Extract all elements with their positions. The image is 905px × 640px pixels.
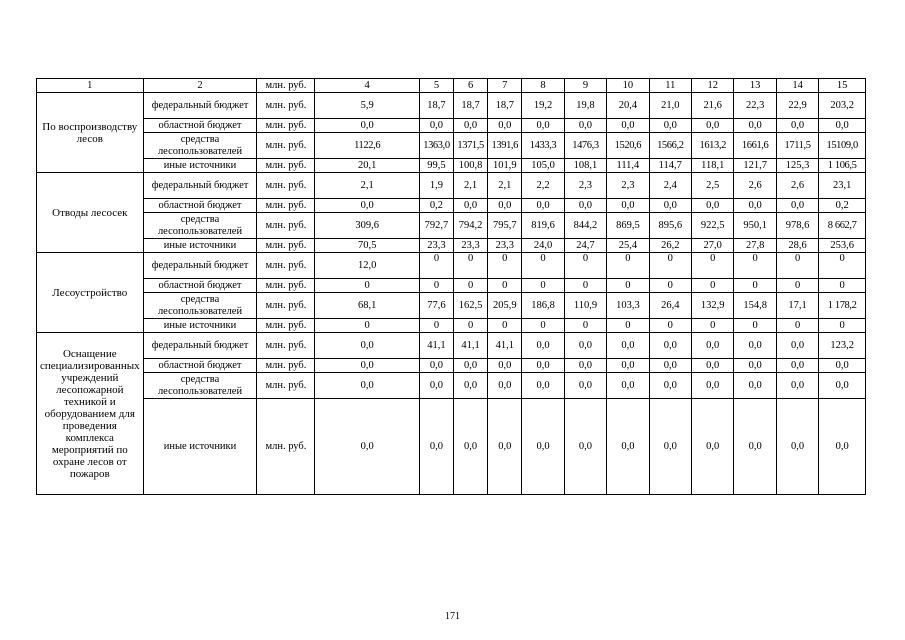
value-cell: 0 xyxy=(488,319,522,333)
source-cell: средства лесопользователей xyxy=(143,373,257,399)
value-cell: 0,0 xyxy=(692,359,734,373)
value-cell: 0 xyxy=(522,253,564,279)
unit-cell: млн. руб. xyxy=(257,359,315,373)
value-cell: 1476,3 xyxy=(564,133,606,159)
value-cell: 111,4 xyxy=(607,159,649,173)
source-cell: областной бюджет xyxy=(143,119,257,133)
header-cell: 7 xyxy=(488,79,522,93)
value-cell: 0,0 xyxy=(819,119,866,133)
value-cell: 0 xyxy=(819,279,866,293)
value-cell: 253,6 xyxy=(819,239,866,253)
value-cell: 0,0 xyxy=(454,399,488,495)
value-cell: 105,0 xyxy=(522,159,564,173)
value-cell: 0,0 xyxy=(819,359,866,373)
value-cell: 0,0 xyxy=(564,399,606,495)
unit-cell: млн. руб. xyxy=(257,319,315,333)
value-cell: 0,2 xyxy=(419,199,453,213)
value-cell: 0,0 xyxy=(522,373,564,399)
value-cell: 1 106,5 xyxy=(819,159,866,173)
value-cell: 978,6 xyxy=(776,213,818,239)
source-cell: федеральный бюджет xyxy=(143,173,257,199)
table-row xyxy=(37,359,866,373)
value-cell: 20,4 xyxy=(607,93,649,119)
value-cell: 5,9 xyxy=(315,93,420,119)
value-cell: 26,4 xyxy=(649,293,691,319)
value-cell: 1433,3 xyxy=(522,133,564,159)
value-cell: 12,0 xyxy=(315,253,420,279)
value-cell: 2,1 xyxy=(315,173,420,199)
value-cell: 0,0 xyxy=(819,373,866,399)
table-row xyxy=(37,373,866,399)
value-cell: 1,9 xyxy=(419,173,453,199)
table-row xyxy=(37,399,866,495)
value-cell: 0 xyxy=(776,319,818,333)
value-cell: 0,0 xyxy=(649,373,691,399)
value-cell: 100,8 xyxy=(454,159,488,173)
value-cell: 0,0 xyxy=(692,373,734,399)
table-row xyxy=(37,253,866,279)
value-cell: 0,0 xyxy=(522,333,564,359)
category-cell: Лесоустройство xyxy=(37,253,144,333)
table-row xyxy=(37,133,866,159)
value-cell: 0 xyxy=(649,319,691,333)
source-cell: иные источники xyxy=(143,319,257,333)
value-cell: 2,1 xyxy=(454,173,488,199)
value-cell: 0,0 xyxy=(734,359,776,373)
value-cell: 77,6 xyxy=(419,293,453,319)
value-cell: 0 xyxy=(488,253,522,279)
value-cell: 99,5 xyxy=(419,159,453,173)
value-cell: 794,2 xyxy=(454,213,488,239)
value-cell: 0,0 xyxy=(454,359,488,373)
header-row xyxy=(37,79,866,93)
value-cell: 0,0 xyxy=(692,199,734,213)
unit-cell: млн. руб. xyxy=(257,279,315,293)
value-cell: 0,0 xyxy=(776,333,818,359)
value-cell: 0 xyxy=(564,253,606,279)
value-cell: 0,0 xyxy=(776,199,818,213)
value-cell: 101,9 xyxy=(488,159,522,173)
value-cell: 0 xyxy=(315,319,420,333)
value-cell: 0,0 xyxy=(564,373,606,399)
budget-table xyxy=(36,78,866,495)
value-cell: 0 xyxy=(607,279,649,293)
value-cell: 2,1 xyxy=(488,173,522,199)
value-cell: 869,5 xyxy=(607,213,649,239)
table-row xyxy=(37,213,866,239)
value-cell: 23,3 xyxy=(454,239,488,253)
value-cell: 26,2 xyxy=(649,239,691,253)
value-cell: 0 xyxy=(649,279,691,293)
value-cell: 0,0 xyxy=(488,373,522,399)
value-cell: 309,6 xyxy=(315,213,420,239)
unit-cell: млн. руб. xyxy=(257,373,315,399)
header-cell: 10 xyxy=(607,79,649,93)
header-cell: 8 xyxy=(522,79,564,93)
value-cell: 0,0 xyxy=(488,199,522,213)
header-cell: 6 xyxy=(454,79,488,93)
header-cell: 13 xyxy=(734,79,776,93)
header-cell: 12 xyxy=(692,79,734,93)
value-cell: 0,0 xyxy=(564,359,606,373)
value-cell: 2,6 xyxy=(776,173,818,199)
value-cell: 20,1 xyxy=(315,159,420,173)
value-cell: 0 xyxy=(692,253,734,279)
value-cell: 21,6 xyxy=(692,93,734,119)
table-row xyxy=(37,293,866,319)
value-cell: 0,0 xyxy=(315,333,420,359)
value-cell: 22,3 xyxy=(734,93,776,119)
value-cell: 0,0 xyxy=(776,373,818,399)
value-cell: 23,1 xyxy=(819,173,866,199)
value-cell: 795,7 xyxy=(488,213,522,239)
value-cell: 2,2 xyxy=(522,173,564,199)
value-cell: 8 662,7 xyxy=(819,213,866,239)
value-cell: 22,9 xyxy=(776,93,818,119)
value-cell: 41,1 xyxy=(454,333,488,359)
value-cell: 0,0 xyxy=(564,333,606,359)
table-row xyxy=(37,279,866,293)
source-cell: областной бюджет xyxy=(143,199,257,213)
value-cell: 2,6 xyxy=(734,173,776,199)
value-cell: 0,0 xyxy=(734,119,776,133)
value-cell: 2,3 xyxy=(607,173,649,199)
source-cell: федеральный бюджет xyxy=(143,333,257,359)
unit-cell: млн. руб. xyxy=(257,213,315,239)
value-cell: 0 xyxy=(454,253,488,279)
value-cell: 0,0 xyxy=(692,399,734,495)
value-cell: 0,0 xyxy=(419,119,453,133)
value-cell: 0 xyxy=(607,253,649,279)
source-cell: средства лесопользователей xyxy=(143,293,257,319)
value-cell: 205,9 xyxy=(488,293,522,319)
value-cell: 0,0 xyxy=(692,119,734,133)
value-cell: 0,0 xyxy=(419,399,453,495)
value-cell: 28,6 xyxy=(776,239,818,253)
source-cell: федеральный бюджет xyxy=(143,253,257,279)
value-cell: 2,3 xyxy=(564,173,606,199)
value-cell: 0 xyxy=(522,319,564,333)
value-cell: 19,8 xyxy=(564,93,606,119)
unit-cell: млн. руб. xyxy=(257,253,315,279)
value-cell: 0,0 xyxy=(607,373,649,399)
source-cell: областной бюджет xyxy=(143,359,257,373)
value-cell: 103,3 xyxy=(607,293,649,319)
value-cell: 0,0 xyxy=(522,359,564,373)
value-cell: 0 xyxy=(315,279,420,293)
value-cell: 1363,0 xyxy=(419,133,453,159)
source-cell: средства лесопользователей xyxy=(143,213,257,239)
value-cell: 0,0 xyxy=(649,199,691,213)
value-cell: 0,0 xyxy=(734,199,776,213)
value-cell: 24,7 xyxy=(564,239,606,253)
header-cell: 15 xyxy=(819,79,866,93)
value-cell: 0,0 xyxy=(607,333,649,359)
value-cell: 23,3 xyxy=(419,239,453,253)
value-cell: 18,7 xyxy=(488,93,522,119)
value-cell: 0,0 xyxy=(734,399,776,495)
category-cell: Отводы лесосек xyxy=(37,173,144,253)
source-cell: иные источники xyxy=(143,239,257,253)
source-cell: средства лесопользователей xyxy=(143,133,257,159)
value-cell: 0 xyxy=(819,253,866,279)
value-cell: 0 xyxy=(734,279,776,293)
value-cell: 2,5 xyxy=(692,173,734,199)
value-cell: 0 xyxy=(419,253,453,279)
value-cell: 0,0 xyxy=(315,359,420,373)
value-cell: 792,7 xyxy=(419,213,453,239)
value-cell: 0,0 xyxy=(734,333,776,359)
value-cell: 0,0 xyxy=(315,399,420,495)
source-cell: иные источники xyxy=(143,399,257,495)
value-cell: 895,6 xyxy=(649,213,691,239)
value-cell: 0 xyxy=(692,319,734,333)
value-cell: 41,1 xyxy=(488,333,522,359)
value-cell: 41,1 xyxy=(419,333,453,359)
value-cell: 0 xyxy=(522,279,564,293)
value-cell: 0,0 xyxy=(315,199,420,213)
value-cell: 0,0 xyxy=(522,119,564,133)
value-cell: 0,0 xyxy=(607,119,649,133)
header-cell: 14 xyxy=(776,79,818,93)
value-cell: 0,0 xyxy=(607,199,649,213)
value-cell: 0,0 xyxy=(564,119,606,133)
value-cell: 0 xyxy=(419,319,453,333)
value-cell: 0,0 xyxy=(315,119,420,133)
value-cell: 186,8 xyxy=(522,293,564,319)
value-cell: 0,0 xyxy=(776,399,818,495)
value-cell: 0,0 xyxy=(454,373,488,399)
unit-cell: млн. руб. xyxy=(257,293,315,319)
value-cell: 0,0 xyxy=(734,373,776,399)
value-cell: 0 xyxy=(454,319,488,333)
value-cell: 1711,5 xyxy=(776,133,818,159)
unit-cell: млн. руб. xyxy=(257,159,315,173)
value-cell: 203,2 xyxy=(819,93,866,119)
value-cell: 950,1 xyxy=(734,213,776,239)
value-cell: 0,0 xyxy=(649,119,691,133)
table-row xyxy=(37,239,866,253)
value-cell: 0,0 xyxy=(819,399,866,495)
value-cell: 0,0 xyxy=(488,119,522,133)
value-cell: 0,0 xyxy=(522,199,564,213)
value-cell: 18,7 xyxy=(419,93,453,119)
value-cell: 123,2 xyxy=(819,333,866,359)
value-cell: 0,0 xyxy=(488,399,522,495)
value-cell: 0,0 xyxy=(454,199,488,213)
value-cell: 1661,6 xyxy=(734,133,776,159)
value-cell: 0 xyxy=(776,253,818,279)
unit-cell: млн. руб. xyxy=(257,199,315,213)
header-cell: 11 xyxy=(649,79,691,93)
value-cell: 0,0 xyxy=(419,373,453,399)
value-cell: 0,0 xyxy=(692,333,734,359)
unit-cell: млн. руб. xyxy=(257,333,315,359)
value-cell: 114,7 xyxy=(649,159,691,173)
value-cell: 0,0 xyxy=(488,359,522,373)
value-cell: 1613,2 xyxy=(692,133,734,159)
value-cell: 922,5 xyxy=(692,213,734,239)
category-cell: Оснащение специализированных учреждений лесопожарной техникой и оборудованием для проведения комплекса мероприятий по охране лесов от пожаров xyxy=(37,333,144,495)
header-cell: 4 xyxy=(315,79,420,93)
unit-cell: млн. руб. xyxy=(257,399,315,495)
value-cell: 0 xyxy=(419,279,453,293)
header-cell: 2 xyxy=(143,79,257,93)
value-cell: 19,2 xyxy=(522,93,564,119)
unit-cell: млн. руб. xyxy=(257,119,315,133)
value-cell: 0 xyxy=(607,319,649,333)
value-cell: 110,9 xyxy=(564,293,606,319)
value-cell: 844,2 xyxy=(564,213,606,239)
unit-cell: млн. руб. xyxy=(257,133,315,159)
page-number: 171 xyxy=(445,611,460,622)
value-cell: 15109,0 xyxy=(819,133,866,159)
table-row xyxy=(37,199,866,213)
value-cell: 0,0 xyxy=(649,399,691,495)
value-cell: 162,5 xyxy=(454,293,488,319)
source-cell: областной бюджет xyxy=(143,279,257,293)
header-cell: 9 xyxy=(564,79,606,93)
value-cell: 0,0 xyxy=(607,399,649,495)
value-cell: 0 xyxy=(776,279,818,293)
value-cell: 0 xyxy=(819,319,866,333)
value-cell: 1371,5 xyxy=(454,133,488,159)
value-cell: 27,8 xyxy=(734,239,776,253)
value-cell: 121,7 xyxy=(734,159,776,173)
value-cell: 0 xyxy=(649,253,691,279)
table-row xyxy=(37,119,866,133)
value-cell: 24,0 xyxy=(522,239,564,253)
value-cell: 18,7 xyxy=(454,93,488,119)
value-cell: 1 178,2 xyxy=(819,293,866,319)
source-cell: иные источники xyxy=(143,159,257,173)
header-cell: 5 xyxy=(419,79,453,93)
unit-cell: млн. руб. xyxy=(257,173,315,199)
table-row xyxy=(37,93,866,119)
value-cell: 0 xyxy=(454,279,488,293)
value-cell: 0,0 xyxy=(649,333,691,359)
value-cell: 0,0 xyxy=(419,359,453,373)
value-cell: 154,8 xyxy=(734,293,776,319)
value-cell: 2,4 xyxy=(649,173,691,199)
value-cell: 0 xyxy=(564,279,606,293)
value-cell: 0,0 xyxy=(776,119,818,133)
header-cell: млн. руб. xyxy=(257,79,315,93)
value-cell: 118,1 xyxy=(692,159,734,173)
value-cell: 0,0 xyxy=(776,359,818,373)
value-cell: 0,0 xyxy=(649,359,691,373)
value-cell: 0 xyxy=(692,279,734,293)
value-cell: 0,0 xyxy=(315,373,420,399)
value-cell: 0,0 xyxy=(607,359,649,373)
value-cell: 819,6 xyxy=(522,213,564,239)
value-cell: 1566,2 xyxy=(649,133,691,159)
value-cell: 70,5 xyxy=(315,239,420,253)
value-cell: 1122,6 xyxy=(315,133,420,159)
value-cell: 0,0 xyxy=(564,199,606,213)
value-cell: 132,9 xyxy=(692,293,734,319)
unit-cell: млн. руб. xyxy=(257,239,315,253)
table-row xyxy=(37,173,866,199)
table-row xyxy=(37,333,866,359)
unit-cell: млн. руб. xyxy=(257,93,315,119)
value-cell: 27,0 xyxy=(692,239,734,253)
value-cell: 17,1 xyxy=(776,293,818,319)
table-row xyxy=(37,319,866,333)
value-cell: 1391,6 xyxy=(488,133,522,159)
source-cell: федеральный бюджет xyxy=(143,93,257,119)
value-cell: 25,4 xyxy=(607,239,649,253)
value-cell: 0,2 xyxy=(819,199,866,213)
value-cell: 68,1 xyxy=(315,293,420,319)
value-cell: 0,0 xyxy=(454,119,488,133)
value-cell: 0 xyxy=(734,319,776,333)
value-cell: 1520,6 xyxy=(607,133,649,159)
value-cell: 108,1 xyxy=(564,159,606,173)
table-row xyxy=(37,159,866,173)
value-cell: 0,0 xyxy=(522,399,564,495)
header-cell: 1 xyxy=(37,79,144,93)
value-cell: 0 xyxy=(564,319,606,333)
category-cell: По воспроизводству лесов xyxy=(37,93,144,173)
value-cell: 125,3 xyxy=(776,159,818,173)
value-cell: 23,3 xyxy=(488,239,522,253)
value-cell: 0 xyxy=(488,279,522,293)
value-cell: 21,0 xyxy=(649,93,691,119)
value-cell: 0 xyxy=(734,253,776,279)
